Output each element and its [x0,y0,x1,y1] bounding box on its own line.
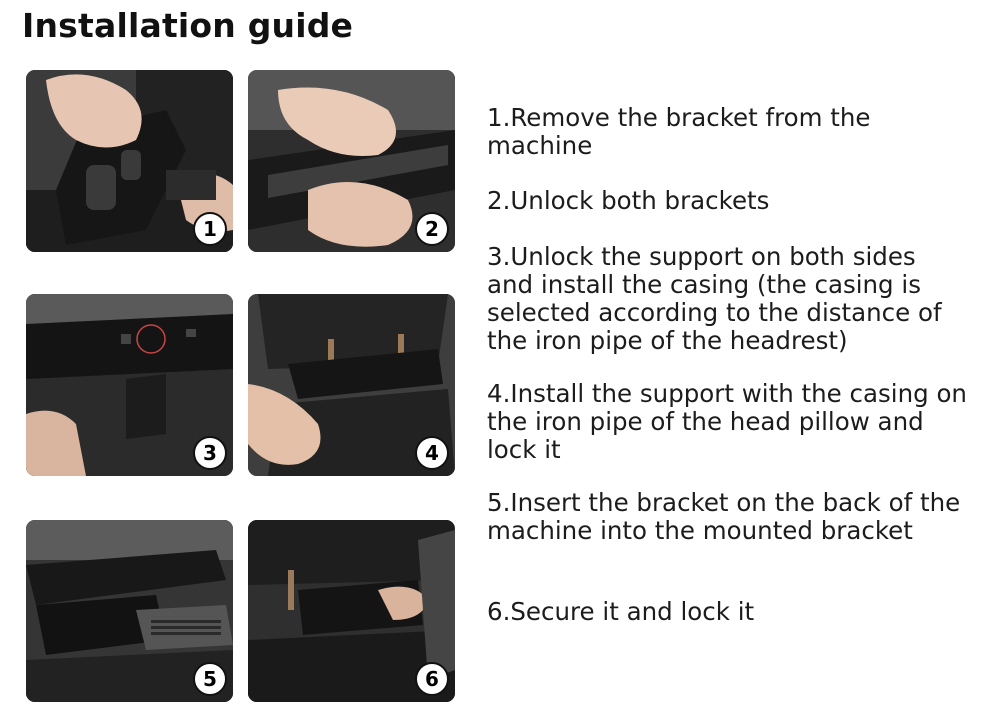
step-5-photo [26,520,233,702]
step-6-text: 6.Secure it and lock it [487,597,755,626]
step-3-text: 3.Unlock the support on both sides and install the casing (the casing is selected according to the distance of the iron pipe of the headrest) [487,242,942,355]
step-2-photo [248,70,455,252]
step-number-badge: 5 [193,662,227,696]
step-number-badge: 3 [193,436,227,470]
step-1-photo [26,70,233,252]
step-1-text: 1.Remove the bracket from the machine [487,103,871,160]
step-5-text: 5.Insert the bracket on the back of the machine into the mounted bracket [487,488,961,545]
step-number-badge: 1 [193,212,227,246]
step-number-badge: 2 [415,212,449,246]
step-2-text: 2.Unlock both brackets [487,186,770,215]
step-4-photo [248,294,455,476]
step-3-photo [26,294,233,476]
step-number-badge: 6 [415,662,449,696]
step-6-photo [248,520,455,702]
page-title: Installation guide [22,6,354,45]
step-number-badge: 4 [415,436,449,470]
step-4-text: 4.Install the support with the casing on the iron pipe of the head pillow and lock it [487,379,967,464]
